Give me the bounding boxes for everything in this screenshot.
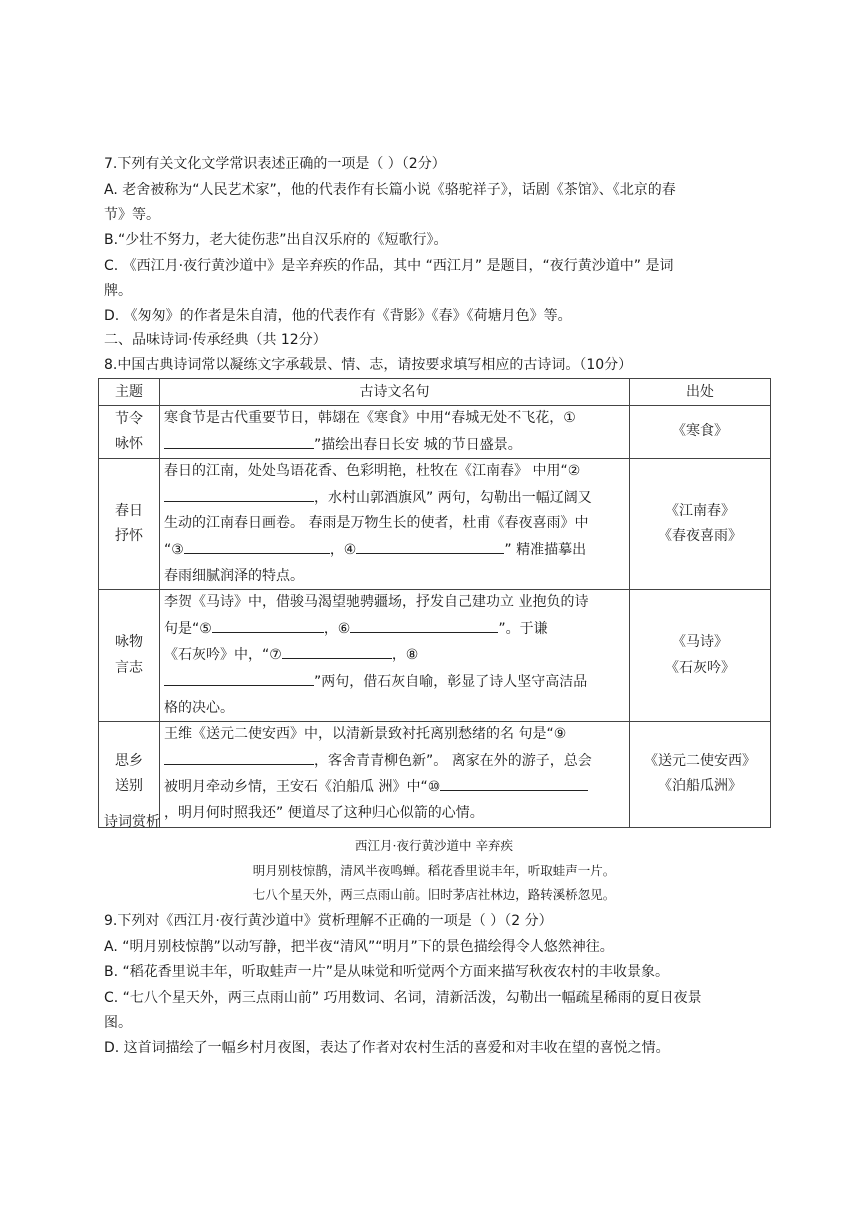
- content-text: ”两句，借石灰自喻，彰显了诗人坚守高洁品: [314, 673, 588, 690]
- answer-blank-2[interactable]: [164, 485, 314, 502]
- content-text: ，⑧: [391, 647, 419, 664]
- theme-label: 思乡: [115, 752, 143, 769]
- content-text: 李贺《马诗》中，借骏马渴望驰骋疆场，抒发自己建功立 业抱负的诗: [164, 594, 589, 611]
- q7-option-a-line1: A. 老舍被称为“人民艺术家”，他的代表作有长篇小说《骆驼祥子》，话剧《茶馆》、《北京的春: [104, 182, 676, 198]
- content-text: 寒食节是古代重要节日，韩翃在《寒食》中用“春城无处不飞花，①: [164, 410, 576, 426]
- table-row: [99, 722, 771, 827]
- content-text: 春日的江南，处处鸟语花香、色彩明艳，杜牧在《江南春》 中用“②: [164, 463, 581, 480]
- theme-cell: [99, 590, 160, 722]
- content-text: ，客舍青青柳色新”。 离家在外的游子，总会: [314, 752, 592, 769]
- content-text: 《石灰吟》中，“⑦: [164, 647, 282, 664]
- q7-option-d: D. 《匆匆》的作者是朱自清，他的代表作有《背影》《春》《荷塘月色》等。: [104, 308, 572, 324]
- theme-label: 送别: [115, 778, 143, 795]
- source-title: 《寒食》: [672, 423, 728, 440]
- q9-option-a: A. “明月别枝惊鹊”以动写静，把半夜“清风”“明月”下的景色描绘得令人悠然神往。: [104, 939, 614, 955]
- answer-blank-1[interactable]: [164, 432, 314, 449]
- appreciation-label: 诗词赏析: [104, 814, 160, 830]
- poem-title: 西江月·夜行黄沙道中 辛弃疾: [355, 838, 513, 853]
- theme-label: 咏物: [115, 634, 143, 651]
- answer-blank-8[interactable]: [164, 669, 314, 686]
- content-cell: [160, 722, 630, 827]
- content-cell: [160, 406, 630, 459]
- table-header-row: [99, 379, 771, 406]
- q9-option-b: B. “稻花香里说丰年，听取蛙声一片”是从味觉和听觉两个方面来描写秋夜农村的丰收景象。: [104, 964, 670, 980]
- q9-option-c-line1: C. “七八个星天外，两三点雨山前” 巧用数词、名词，清新活泼，勾勒出一幅疏星稀雨的夏日夜景: [104, 990, 702, 1006]
- source-title: 《江南春》: [665, 502, 735, 519]
- content-text: ，⑥: [323, 620, 351, 637]
- source-cell: [630, 722, 771, 827]
- header-source: 出处: [630, 379, 771, 406]
- source-title: 《春夜喜雨》: [658, 528, 742, 545]
- content-text: 句是“⑤: [164, 620, 212, 637]
- q7-option-c-line2: 牌。: [104, 283, 132, 299]
- content-text: ，水村山郭酒旗风” 两句，勾勒出一幅辽阔又: [314, 489, 592, 506]
- content-text: 格的决心。: [164, 699, 234, 716]
- theme-label: 节令: [115, 410, 143, 427]
- source-cell: [630, 590, 771, 722]
- content-text: “③: [164, 541, 184, 558]
- theme-label: 春日: [115, 502, 143, 519]
- source-title: 《送元二使安西》: [644, 752, 756, 769]
- q7-option-b: B.“少壮不努力，老大徒伤悲”出自汉乐府的《短歌行》。: [104, 232, 448, 248]
- content-text: ”。于谦: [498, 620, 548, 637]
- answer-blank-7[interactable]: [282, 642, 392, 659]
- q9-stem: 9.下列对《西江月·夜行黄沙道中》赏析理解不正确的一项是（ ）（2 分）: [104, 913, 553, 929]
- theme-cell: [99, 406, 160, 459]
- table-row: [99, 406, 771, 459]
- theme-label: 抒怀: [115, 528, 143, 545]
- q7-option-a-line2: 节》等。: [104, 207, 160, 223]
- source-title: 《泊船瓜洲》: [658, 778, 742, 795]
- content-text: ，④: [329, 541, 357, 558]
- answer-blank-9[interactable]: [164, 748, 314, 765]
- header-content: 古诗文名句: [160, 379, 630, 406]
- content-cell: [160, 459, 630, 590]
- content-text: ”描绘出春日长安 城的节日盛景。: [314, 436, 522, 453]
- q8-stem: 8.中国古典诗词常以凝练文字承载景、情、志，请按要求填写相应的古诗词。（10分）: [104, 357, 633, 373]
- poem-fill-table: [98, 378, 771, 828]
- poem-line-2: 七八个星天外，两三点雨山前。旧时茅店社林边，路转溪桥忽见。: [252, 887, 616, 902]
- answer-blank-6[interactable]: [350, 616, 498, 633]
- answer-blank-4[interactable]: [356, 537, 504, 554]
- source-title: 《马诗》: [672, 634, 728, 651]
- section-two-heading: 二、品味诗词·传承经典（共 12分）: [104, 332, 327, 348]
- q7-stem: 7.下列有关文化文学常识表述正确的一项是（ ）（2分）: [104, 156, 446, 172]
- theme-label: 咏怀: [115, 436, 143, 453]
- content-text: 王维《送元二使安西》中，以清新景致衬托离别愁绪的名 句是“⑨: [164, 726, 567, 743]
- answer-blank-5[interactable]: [212, 616, 324, 633]
- content-text: 被明月牵动乡情，王安石《泊船瓜 洲》中“⑩: [164, 779, 441, 796]
- answer-blank-10[interactable]: [440, 774, 588, 791]
- content-cell: [160, 590, 630, 722]
- answer-blank-3[interactable]: [184, 537, 330, 554]
- content-text: ，明月何时照我还” 便道尽了这种归心似箭的心情。: [164, 804, 484, 821]
- q7-option-c-line1: C. 《西江月·夜行黄沙道中》是辛弃疾的作品，其中 “西江月” 是题目，“夜行黄沙道中” 是词: [104, 258, 674, 274]
- theme-cell: [99, 459, 160, 590]
- source-cell: [630, 459, 771, 590]
- content-text: 生动的江南春日画卷。 春雨是万物生长的使者，杜甫《春夜喜雨》中: [164, 515, 589, 532]
- source-cell: [630, 406, 771, 459]
- q9-option-c-line2: 图。: [104, 1015, 132, 1031]
- content-text: ” 精准描摹出: [504, 541, 587, 558]
- theme-label: 言志: [115, 659, 143, 676]
- content-text: 春雨细腻润泽的特点。: [164, 567, 304, 584]
- source-title: 《石灰吟》: [665, 659, 735, 676]
- table-row: [99, 590, 771, 722]
- q9-option-d: D. 这首词描绘了一幅乡村月夜图，表达了作者对农村生活的喜爱和对丰收在望的喜悦之情。: [104, 1040, 670, 1056]
- poem-line-1: 明月别枝惊鹊，清风半夜鸣蝉。稻花香里说丰年，听取蛙声一片。: [252, 863, 616, 878]
- table-row: [99, 459, 771, 590]
- header-theme: 主题: [99, 379, 160, 406]
